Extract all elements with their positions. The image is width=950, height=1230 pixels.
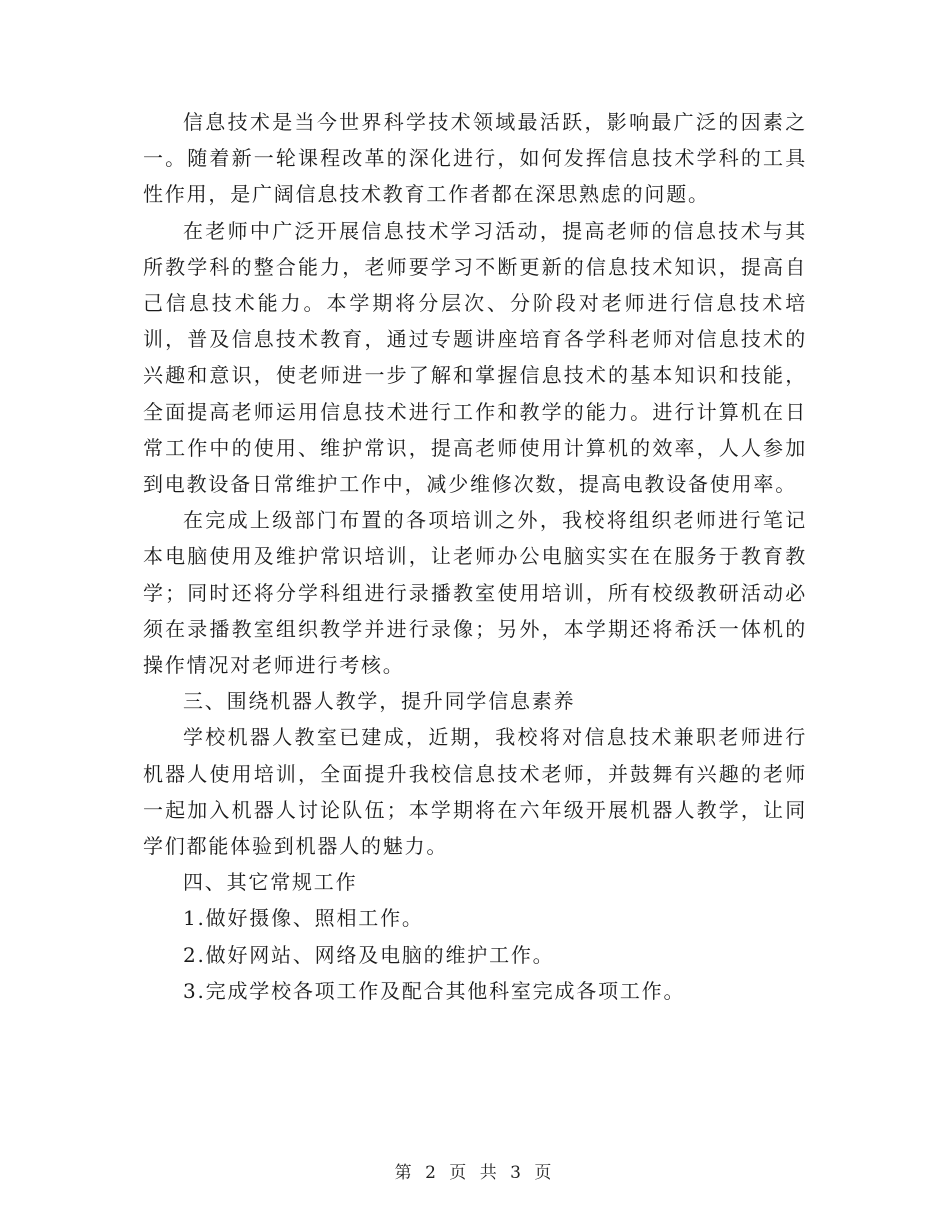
- paragraph-teacher-training: 在老师中广泛开展信息技术学习活动，提高老师的信息技术与其所教学科的整合能力，老师要学习不断更新的信息技术知识，提高自己信息技术能力。本学期将分层次、分阶段对老师进行信息技术培训，普及信息技术教育，通过专题讲座培育各学科老师对信息技术的兴趣和意识，使老师进一步了解和掌握信息技术的基本知识和技能，全面提高老师运用信息技术进行工作和教学的能力。进行计算机在日常工作中的使用、维护常识，提高老师使用计算机的效率，人人参加到电教设备日常维护工作中，减少维修次数，提高电教设备使用率。: [143, 218, 807, 497]
- list-item-network-maintenance: 2.做好网站、网络及电脑的维护工作。: [183, 942, 555, 967]
- paragraph-intro: 信息技术是当今世界科学技术领域最活跃，影响最广泛的因素之一。随着新一轮课程改革的深化进行，如何发挥信息技术学科的工具性作用，是广阔信息技术教育工作者都在深思熟虑的问题。: [143, 110, 807, 207]
- page-number-footer: 第 2 页 共 3 页: [394, 1163, 556, 1183]
- section-heading-routine-work: 四、其它常规工作: [183, 870, 358, 895]
- section-heading-robotics: 三、围绕机器人教学，提升同学信息素养: [183, 689, 576, 714]
- paragraph-laptop-training: 在完成上级部门布置的各项培训之外，我校将组织老师进行笔记本电脑使用及维护常识培训，让老师办公电脑实实在在服务于教育教学；同时还将分学科组进行录播教室使用培训，所有校级教研活动必须在录播教室组织教学并进行录像；另外，本学期还将希沃一体机的操作情况对老师进行考核。: [143, 508, 807, 678]
- document-body: [143, 104, 807, 1009]
- paragraph-robotics: 学校机器人教室已建成，近期，我校将对信息技术兼职老师进行机器人使用培训，全面提升我校信息技术老师，并鼓舞有兴趣的老师一起加入机器人讨论队伍；本学期将在六年级开展机器人教学，让同学们都能体验到机器人的魅力。: [143, 725, 807, 859]
- list-item-photography: 1.做好摄像、照相工作。: [183, 906, 424, 931]
- list-item-school-tasks: 3.完成学校各项工作及配合其他科室完成各项工作。: [183, 978, 686, 1003]
